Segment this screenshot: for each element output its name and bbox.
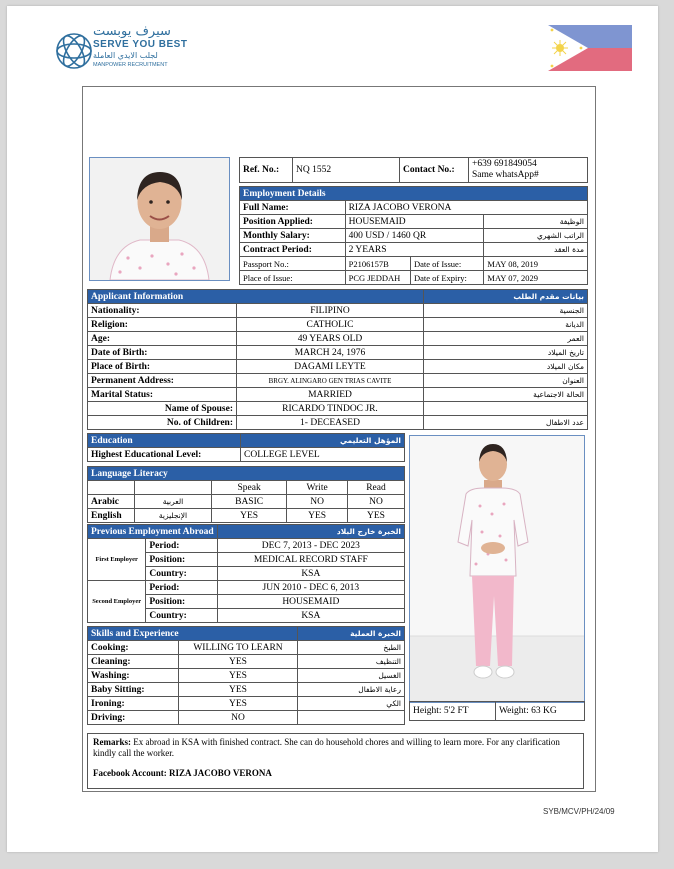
document-code: SYB/MCV/PH/24/09 [543, 807, 615, 816]
first-employer-tag: First Employer [88, 539, 146, 581]
skills-table [87, 626, 405, 725]
passport-label: Passport No.: [240, 257, 346, 271]
ironing-label-ar: الكي [298, 697, 405, 711]
salary-label-ar: الراتب الشهري [484, 229, 588, 243]
marital-label-ar: الحالة الاجتماعية [424, 388, 588, 402]
education-header-ar: المؤهل التعليمي [241, 434, 405, 448]
birthplace-label: Place of Birth: [88, 360, 237, 374]
cleaning-value: YES [179, 655, 298, 669]
height-value: Height: 5'2 FT [410, 702, 496, 721]
fullname-label: Full Name: [240, 201, 346, 215]
whatsapp-note: Same whatsApp# [472, 170, 539, 180]
first-period-label: Period: [146, 539, 217, 553]
contract-value: 2 YEARS [345, 243, 484, 257]
speak-col-header: Speak [212, 481, 287, 495]
previous-employment-table [87, 524, 405, 623]
remarks-text: Ex abroad in KSA with finished contract. She can do household chores and willing to learn more. For any clarification kindly call the worker. [93, 737, 560, 758]
driving-value: NO [179, 711, 298, 725]
remarks-box [87, 733, 584, 789]
arabic-read: NO [347, 495, 404, 509]
employment-header: Employment Details [240, 187, 588, 201]
religion-label: Religion: [88, 318, 237, 332]
age-label-ar: العمر [424, 332, 588, 346]
marital-label: Marital Status: [88, 388, 237, 402]
language-blank-cell [88, 481, 135, 495]
arabic-label-ar: العربية [135, 495, 212, 509]
measurement-table [409, 701, 585, 721]
contact-number: +639 691849054 [472, 159, 537, 169]
arabic-label: Arabic [88, 495, 135, 509]
children-label: No. of Children: [88, 416, 237, 430]
english-label: English [88, 509, 135, 523]
second-employer-tag: Second Employer [88, 581, 146, 623]
english-label-ar: الإنجليزية [135, 509, 212, 523]
previous-header-ar: الخبرة خارج البلاد [217, 525, 404, 539]
ref-value: NQ 1552 [293, 158, 400, 183]
second-country-value: KSA [217, 609, 404, 623]
previous-header: Previous Employment Abroad [88, 525, 218, 539]
cleaning-label-ar: التنظيف [298, 655, 405, 669]
language-table [87, 466, 405, 523]
dob-value: MARCH 24, 1976 [237, 346, 424, 360]
birthplace-value: DAGAMI LEYTE [237, 360, 424, 374]
salary-label: Monthly Salary: [240, 229, 346, 243]
religion-label-ar: الديانة [424, 318, 588, 332]
second-period-value: JUN 2010 - DEC 6, 2013 [217, 581, 404, 595]
contract-label: Contract Period: [240, 243, 346, 257]
first-country-value: KSA [217, 567, 404, 581]
ref-label: Ref. No.: [240, 158, 293, 183]
second-position-label: Position: [146, 595, 217, 609]
age-label: Age: [88, 332, 237, 346]
passport-value: P2106157B [345, 257, 410, 271]
education-label: Highest Educational Level: [88, 448, 241, 462]
applicant-table [87, 289, 588, 430]
read-col-header: Read [347, 481, 404, 495]
spouse-label-ar [424, 402, 588, 416]
address-label-ar: العنوان [424, 374, 588, 388]
logo-company-name: SERVE YOU BEST [93, 39, 188, 50]
salary-value: 400 USD / 1460 QR [345, 229, 484, 243]
babysitting-label-ar: رعاية الاطفال [298, 683, 405, 697]
driving-label: Driving: [88, 711, 179, 725]
headshot-figure-icon [90, 158, 229, 280]
write-col-header: Write [287, 481, 348, 495]
weight-value: Weight: 63 KG [495, 702, 584, 721]
dob-label-ar: تاريخ الميلاد [424, 346, 588, 360]
spouse-label: Name of Spouse: [88, 402, 237, 416]
skills-header-ar: الخبرة العملية [298, 627, 405, 641]
cooking-label: Cooking: [88, 641, 179, 655]
position-value: HOUSEMAID [345, 215, 484, 229]
english-speak: YES [212, 509, 287, 523]
position-label: Position Applied: [240, 215, 346, 229]
fullname-value: RIZA JACOBO VERONA [345, 201, 587, 215]
second-position-value: HOUSEMAID [217, 595, 404, 609]
education-table [87, 433, 405, 462]
english-write: YES [287, 509, 348, 523]
applicant-header-ar: بيانات مقدم الطلب [424, 290, 588, 304]
driving-label-ar [298, 711, 405, 725]
washing-label: Washing: [88, 669, 179, 683]
cooking-label-ar: الطبخ [298, 641, 405, 655]
cooking-value: WILLING TO LEARN [179, 641, 298, 655]
age-value: 49 YEARS OLD [237, 332, 424, 346]
issue-place-value: PCG JEDDAH [345, 271, 410, 285]
children-label-ar: عدد الاطفال [424, 416, 588, 430]
second-country-label: Country: [146, 609, 217, 623]
english-read: YES [347, 509, 404, 523]
first-position-label: Position: [146, 553, 217, 567]
logo-arabic-text: سيرف يوبست [93, 24, 171, 39]
facebook-account: Facebook Account: RIZA JACOBO VERONA [93, 768, 272, 778]
issue-place-label: Place of Issue: [240, 271, 346, 285]
education-value: COLLEGE LEVEL [241, 448, 405, 462]
language-header: Language Literacy [88, 467, 405, 481]
address-label: Permanent Address: [88, 374, 237, 388]
babysitting-label: Baby Sitting: [88, 683, 179, 697]
expiry-date-value: MAY 07, 2029 [484, 271, 588, 285]
washing-value: YES [179, 669, 298, 683]
logo-subtitle: MANPOWER RECRUITMENT [93, 62, 168, 68]
remarks-label: Remarks: [93, 737, 131, 747]
washing-label-ar: الغسيل [298, 669, 405, 683]
language-blank-cell-ar [135, 481, 212, 495]
marital-value: MARRIED [237, 388, 424, 402]
nationality-value: FILIPINO [237, 304, 424, 318]
babysitting-value: YES [179, 683, 298, 697]
applicant-headshot-photo [89, 157, 230, 281]
ironing-value: YES [179, 697, 298, 711]
employment-table [239, 186, 588, 285]
address-value: BRGY. ALINGARO GEN TRIAS CAVITE [237, 374, 424, 388]
cv-form [82, 86, 596, 792]
arabic-write: NO [287, 495, 348, 509]
fullbody-figure-icon [410, 436, 584, 702]
arabic-speak: BASIC [212, 495, 287, 509]
ironing-label: Ironing: [88, 697, 179, 711]
logo-arabic-subtitle: لجلب الايدي العاملة [93, 51, 158, 60]
position-label-ar: الوظيفة [484, 215, 588, 229]
first-country-label: Country: [146, 567, 217, 581]
education-header: Education [88, 434, 241, 448]
children-value: 1- DECEASED [237, 416, 424, 430]
nationality-label: Nationality: [88, 304, 237, 318]
cleaning-label: Cleaning: [88, 655, 179, 669]
religion-value: CATHOLIC [237, 318, 424, 332]
birthplace-label-ar: مكان الميلاد [424, 360, 588, 374]
second-period-label: Period: [146, 581, 217, 595]
contract-label-ar: مدة العقد [484, 243, 588, 257]
expiry-date-label: Date of Expiry: [410, 271, 483, 285]
document-page [7, 6, 658, 852]
applicant-header: Applicant Information [88, 290, 424, 304]
issue-date-value: MAY 08, 2019 [484, 257, 588, 271]
first-period-value: DEC 7, 2013 - DEC 2023 [217, 539, 404, 553]
contact-value [469, 158, 588, 183]
skills-header: Skills and Experience [88, 627, 298, 641]
nationality-label-ar: الجنسية [424, 304, 588, 318]
issue-date-label: Date of Issue: [410, 257, 483, 271]
philippine-flag-icon [548, 25, 632, 71]
dob-label: Date of Birth: [88, 346, 237, 360]
contact-label: Contact No.: [400, 158, 469, 183]
first-position-value: MEDICAL RECORD STAFF [217, 553, 404, 567]
applicant-fullbody-photo [409, 435, 585, 703]
spouse-value: RICARDO TINDOC JR. [237, 402, 424, 416]
reference-table [239, 157, 588, 183]
